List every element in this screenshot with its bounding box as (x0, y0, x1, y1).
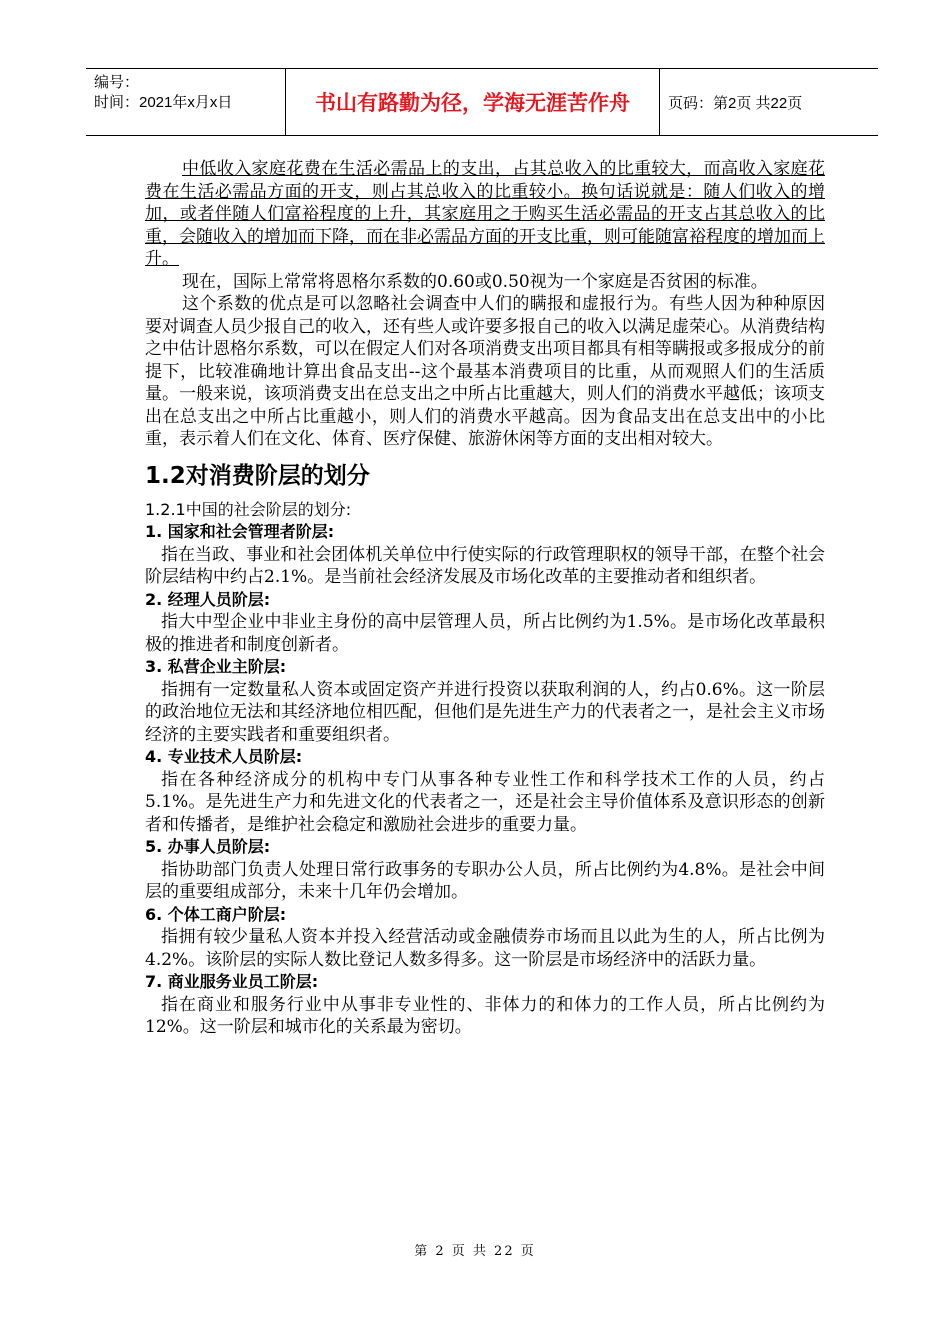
section-title: 1.2对消费阶层的划分 (145, 462, 370, 489)
page-footer: 第 2 页 共 22 页 (414, 1244, 536, 1259)
page-header (86, 68, 878, 136)
class-description: 指拥有一定数量私人资本或固定资产并进行投资以获取利润的人，约占0.6%。这一阶层的政治地位无法和其经济地位相匹配，但他们是先进生产力的代表者之一，是社会主义市场经济的主要实践者和重要组织者。 (145, 679, 825, 745)
header-meta (86, 69, 286, 135)
subsection-title: 1.2.1中国的社会阶层的划分: (145, 499, 352, 519)
class-title: 2. 经理人员阶层: (145, 589, 271, 609)
intro-paragraph-2: 现在，国际上常常将恩格尔系数的0.60或0.50视为一个家庭是否贫困的标准。 (182, 271, 768, 292)
class-title: 3. 私营企业主阶层: (145, 657, 287, 676)
class-item-7 (145, 971, 825, 1039)
class-title: 6. 个体工商户阶层: (145, 904, 287, 924)
class-item-1 (145, 521, 825, 589)
class-item-2 (145, 589, 825, 657)
class-title: 1. 国家和社会管理者阶层: (145, 522, 335, 541)
class-item-5 (145, 836, 825, 904)
header-time-label: 时间：2021年x月x日 (94, 94, 233, 111)
header-motto: 书山有路勤为径，学海无涯苦作舟 (286, 69, 660, 135)
class-description: 指拥有较少量私人资本并投入经营活动或金融债券市场而且以此为生的人，所占比例为4.2%。该阶层的实际人数比登记人数多得多。这一阶层是市场经济中的活跃力量。 (145, 927, 825, 970)
class-description: 指在商业和服务行业中从事非专业性的、非体力的和体力的工作人员，所占比例约为12%。这一阶层和城市化的关系最为密切。 (145, 994, 825, 1037)
class-title: 7. 商业服务业员工阶层: (145, 972, 319, 991)
class-item-6 (145, 904, 825, 972)
intro-paragraph-3: 这个系数的优点是可以忽略社会调查中人们的瞒报和虚报行为。有些人因为种种原因要对调查人员少报自己的收入，还有些人或许要多报自己的收入以满足虚荣心。从消费结构之中估计恩格尔系数，可以在假定人们对各项消费支出项目都具有相等瞒报或多报成分的前提下，比较准确地计算出食品支出--这个最基本消费项目的比重，从而观照人们的生活质量。一般来说，该项消费支出在总支出之中所占比重越大，则人们的消费水平越低；该项支出在总支出之中所占比重越小，则人们的消费水平越高。因为食品支出在总支出中的小比重，表示着人们在文化、体育、医疗保健、旅游休闲等方面的支出相对较大。 (145, 294, 825, 449)
class-title: 5. 办事人员阶层: (145, 837, 271, 856)
document-body (145, 158, 825, 1039)
intro-paragraph-1: 中低收入家庭花费在生活必需品上的支出，占其总收入的比重较大，而高收入家庭花费在生活必需品方面的开支，则占其总收入的比重较小。换句话说就是：随人们收入的增加，或者伴随人们富裕程度的上升，其家庭用之于购买生活必需品的开支占其总收入的比重，会随收入的增加而下降，而在非必需品方面的开支比重，则可能随富裕程度的增加而上升。 (145, 159, 825, 269)
class-item-3 (145, 656, 825, 746)
header-page-info: 页码：第2页 共22页 (668, 94, 803, 112)
class-item-4 (145, 746, 825, 836)
class-description: 指大中型企业中非业主身份的高中层管理人员，所占比例约为1.5%。是市场化改革最积极的推进者和制度创新者。 (145, 612, 825, 655)
class-title: 4. 专业技术人员阶层: (145, 747, 303, 766)
class-description: 指在各种经济成分的机构中专门从事各种专业性工作和科学技术工作的人员，约占5.1%。是先进生产力和先进文化的代表者之一，还是社会主导价值体系及意识形态的创新者和传播者，是维护社会稳定和激励社会进步的重要力量。 (145, 769, 825, 835)
class-description: 指在当政、事业和社会团体机关单位中行使实际的行政管理职权的领导干部，在整个社会阶层结构中约占2.1%。是当前社会经济发展及市场化改革的主要推动者和组织者。 (145, 544, 825, 587)
header-number-label: 编号： (94, 74, 140, 91)
class-description: 指协助部门负责人处理日常行政事务的专职办公人员，所占比例约为4.8%。是社会中间层的重要组成部分，未来十几年仍会增加。 (145, 859, 825, 902)
